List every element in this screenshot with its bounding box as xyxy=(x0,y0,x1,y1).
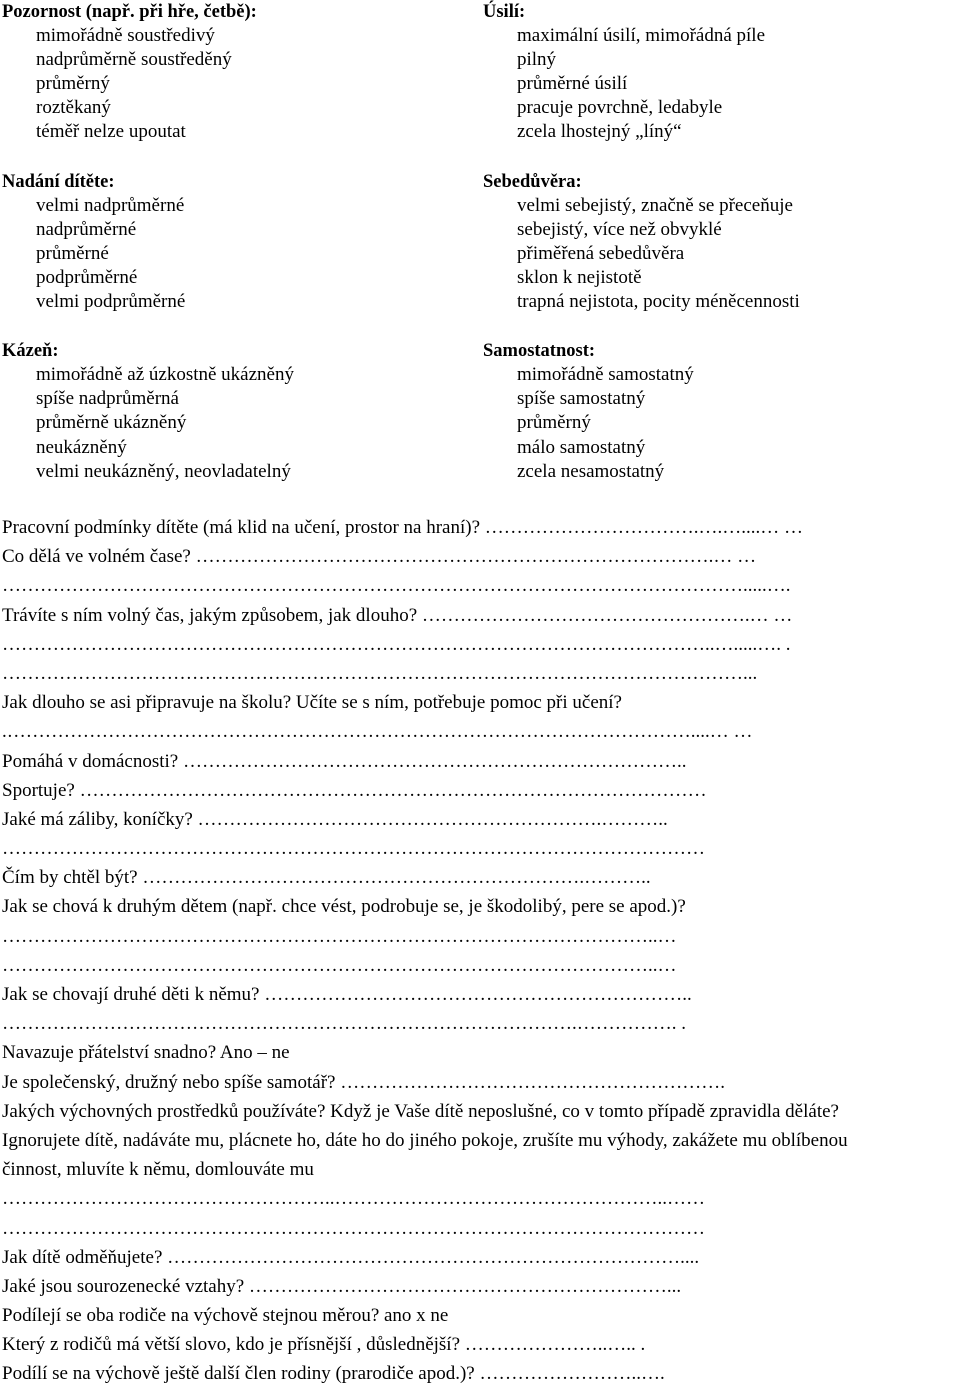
question-line: Sportuje? ……………………………………………………………………………………… xyxy=(2,779,707,801)
questionnaire xyxy=(2,513,958,1389)
question-line: Jaké jsou sourozenecké vztahy? …………………………………………………………... xyxy=(2,1275,682,1297)
question-line: Navazuje přátelství snadno? Ano – ne xyxy=(2,1042,290,1064)
answer-line: ……………………………………………………………………………….……………. . xyxy=(2,1013,686,1035)
list-item: průměrný xyxy=(36,73,110,95)
question-line: Jak se chovají druhé děti k němu? ………………………………………………………….. xyxy=(2,984,692,1005)
list-item: podprůměrné xyxy=(36,266,138,288)
list-item: mimořádně až úzkostně ukázněný xyxy=(36,364,294,386)
question-line: Který z rodičů má větší slovo, kdo je přísnější , důslednější? …………………..….. . xyxy=(2,1334,646,1356)
section-heading-attention: Pozornost (např. při hře, četbě): xyxy=(2,2,257,22)
list-item: velmi neukázněný, neovladatelný xyxy=(36,460,291,482)
question-line: Podílí se na výchově ještě další člen rodiny (prarodiče apod.)? ……………………..…. xyxy=(2,1363,665,1385)
list-item: přiměřená sebedůvěra xyxy=(517,242,685,264)
question-line: Jaké má záliby, koníčky? ……………………………………………………….……….. xyxy=(2,808,668,830)
answer-line: ……………………………………………………………………………………………………….....…. xyxy=(2,575,791,597)
question-line: Jak dítě odměňujete? ……………………………………………………………………….... xyxy=(2,1246,700,1268)
list-item: sebejistý, více než obvyklé xyxy=(517,218,722,240)
section-heading-talent: Nadání dítěte: xyxy=(2,171,115,192)
list-item: spíše samostatný xyxy=(517,388,646,410)
question-line: Ignorujete dítě, nadáváte mu, plácnete ho, dáte ho do jiného pokoje, zrušíte mu výhody, zakážete mu oblíbenou xyxy=(2,1129,848,1151)
list-item: sklon k nejistotě xyxy=(517,266,642,288)
list-item: velmi nadprůměrné xyxy=(36,194,185,216)
list-item: průměrné xyxy=(36,242,109,264)
list-item: zcela nesamostatný xyxy=(517,460,665,482)
question-line: Pomáhá v domácnosti? …………………………………………………………………….. xyxy=(2,750,687,772)
question-line: Jak dlouho se asi připravuje na školu? Učíte se s ním, potřebuje pomoc při učení? xyxy=(2,692,622,714)
question-line: Trávíte s ním volný čas, jakým způsobem, jak dlouho? …………………………………………….… … xyxy=(2,604,793,626)
question-line: činnost, mluvíte k němu, domlouváte mu xyxy=(2,1159,314,1181)
answer-line: ………………………………………………………………………………………………… xyxy=(2,1217,705,1239)
section-heading-self-confidence: Sebedůvěra: xyxy=(483,171,582,192)
list-item: průměrný xyxy=(517,412,591,434)
list-item: málo samostatný xyxy=(517,436,646,458)
question-line: Jak se chová k druhým dětem (např. chce vést, podrobuje se, je škodolibý, pere se apod.)? xyxy=(2,896,686,918)
answer-line: ………………………………………………………………………………………………………... xyxy=(2,662,758,684)
list-item: neukázněný xyxy=(36,436,127,458)
answer-line: …………………………………………………………………………………………..… xyxy=(2,954,677,976)
list-item: průměrné úsilí xyxy=(517,73,628,95)
question-line: Podílejí se oba rodiče na výchově stejnou měrou? ano x ne xyxy=(2,1305,449,1327)
section-heading-effort: Úsilí: xyxy=(483,2,526,22)
question-line: Je společenský, družný nebo spíše samotář? ……………………………………………………. xyxy=(2,1071,725,1093)
question-line: Co dělá ve volném čase? ……………………………………………………………………….… … xyxy=(2,546,757,568)
answer-line: ……………………………………………..……………………………………………..…… xyxy=(2,1188,705,1210)
list-item: roztěkaný xyxy=(36,97,111,119)
answer-line: …………………………………………………………………………………………..… xyxy=(2,925,677,947)
list-item: mimořádně soustředivý xyxy=(36,25,215,47)
list-item: trapná nejistota, pocity méněcennosti xyxy=(517,291,800,313)
list-item: maximální úsilí, mimořádná píle xyxy=(517,25,766,47)
section-heading-discipline: Kázeň: xyxy=(2,341,59,362)
question-line: Jakých výchovných prostředků používáte? Když je Vaše dítě neposlušné, co v tomto případě zpravidla děláte? xyxy=(2,1100,839,1122)
list-item: nadprůměrně soustředěný xyxy=(36,49,232,71)
list-item: pracuje povrchně, ledabyle xyxy=(517,97,723,119)
answer-line: ………………………………………………………………………………………………… xyxy=(2,838,705,860)
answer-line: …………………………………………………………………………………………………..….....…. . xyxy=(2,633,791,655)
list-item: zcela lhostejný „líný“ xyxy=(517,121,682,143)
question-line: Čím by chtěl být? …………………………………………………………….……….. xyxy=(2,867,651,889)
list-item: velmi podprůměrné xyxy=(36,291,186,313)
list-item: mimořádně samostatný xyxy=(517,364,694,386)
list-item: pilný xyxy=(517,49,557,71)
section-heading-independence: Samostatnost: xyxy=(483,341,596,362)
list-item: téměř nelze upoutat xyxy=(36,121,186,143)
right-column xyxy=(483,0,953,484)
list-item: velmi sebejistý, značně se přeceňuje xyxy=(517,194,793,216)
left-column xyxy=(2,0,472,484)
question-line: Pracovní podmínky dítěte (má klid na učení, prostor na hraní)? …………………………….….…....… … xyxy=(2,517,804,538)
list-item: spíše nadprůměrná xyxy=(36,388,179,410)
list-item: průměrně ukázněný xyxy=(36,412,187,434)
answer-line: .………………………………………………………………………………………………....… … xyxy=(2,721,753,743)
list-item: nadprůměrné xyxy=(36,218,137,240)
